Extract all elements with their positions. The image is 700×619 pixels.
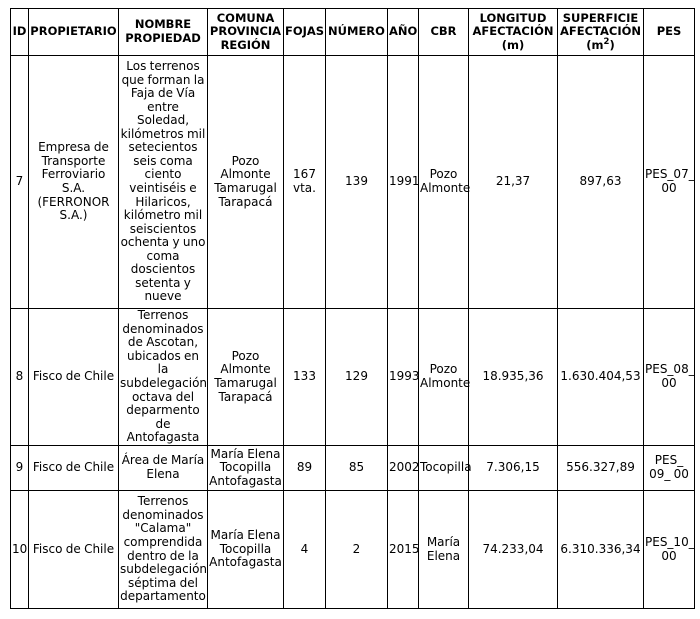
cell-nombre-propiedad: Área de María Elena	[119, 446, 208, 491]
cell-cbr: María Elena	[419, 491, 469, 609]
col-header-propietario: PROPIETARIO	[29, 9, 119, 56]
cell-id: 10	[11, 491, 29, 609]
cell-longitud-afectacion: 74.233,04	[469, 491, 558, 609]
col-header-ano: AÑO	[388, 9, 419, 56]
cell-id: 7	[11, 56, 29, 309]
cell-nombre-propiedad: Terrenos denominados de Ascotan, ubicados en la subdelegación octava del deparmento de Antofagasta	[120, 308, 208, 445]
superscript-2: 2	[603, 36, 610, 47]
cell-ano: 1993	[388, 309, 419, 446]
cell-nombre-propiedad: Los terrenos que forman la Faja de Vía entre Soledad, kilómetros mil setecientos seis coma ciento veintiséis e Hilaricos, kilómetro mil seiscientos ochenta y uno coma doscientos setenta y nueve	[119, 56, 208, 309]
table-row	[11, 491, 695, 609]
cell-longitud-afectacion: 7.306,15	[469, 446, 558, 491]
cell-superficie-afectacion: 6.310.336,34	[558, 491, 644, 609]
col-header-nombre-propiedad: NOMBRE PROPIEDAD	[119, 9, 208, 56]
table-row	[11, 309, 695, 446]
header-text: )	[609, 37, 615, 52]
cell-cbr: Tocopilla	[419, 446, 469, 491]
cell-comuna-provincia-region: María Elena Tocopilla Antofagasta	[208, 491, 284, 609]
col-header-fojas: FOJAS	[284, 9, 326, 56]
cell-comuna-provincia-region: Pozo Almonte Tamarugal Tarapacá	[208, 56, 284, 309]
cell-numero: 85	[326, 446, 388, 491]
cell-comuna-provincia-region: María Elena Tocopilla Antofagasta	[208, 446, 284, 491]
table-row	[11, 56, 695, 309]
afectacion-table	[10, 8, 695, 609]
cell-propietario: Empresa de Transporte Ferroviario S.A. (FERRONOR S.A.)	[29, 56, 119, 309]
cell-pes: PES_08_ 00	[644, 309, 695, 446]
cell-superficie-afectacion: 1.630.404,53	[558, 309, 644, 446]
cell-longitud-afectacion: 21,37	[469, 56, 558, 309]
col-header-pes: PES	[644, 9, 695, 56]
cell-propietario: Fisco de Chile	[29, 446, 119, 491]
col-header-superficie-afectacion	[558, 9, 644, 56]
cell-fojas: 4	[284, 491, 326, 609]
cell-fojas: 167 vta.	[284, 56, 326, 309]
cell-cbr: Pozo Almonte	[419, 56, 469, 309]
cell-pes: PES_07_ 00	[644, 56, 695, 309]
col-header-cbr: CBR	[419, 9, 469, 56]
cell-id: 9	[11, 446, 29, 491]
table-row	[11, 446, 695, 491]
col-header-comuna-provincia-region: COMUNA PROVINCIA REGIÓN	[208, 9, 284, 56]
cell-comuna-provincia-region: Pozo Almonte Tamarugal Tarapacá	[208, 309, 284, 446]
cell-numero: 139	[326, 56, 388, 309]
cell-ano: 2015	[388, 491, 419, 609]
col-header-longitud-afectacion: LONGITUD AFECTACIÓN (m)	[469, 9, 558, 56]
cell-longitud-afectacion: 18.935,36	[469, 309, 558, 446]
cell-pes: PES_ 09_ 00	[644, 446, 695, 491]
header-row	[11, 9, 695, 56]
cell-superficie-afectacion: 897,63	[558, 56, 644, 309]
cell-propietario: Fisco de Chile	[29, 309, 119, 446]
col-header-id: ID	[11, 9, 29, 56]
col-header-numero: NÚMERO	[326, 9, 388, 56]
cell-ano: 1991	[388, 56, 419, 309]
cell-pes: PES_10_ 00	[644, 491, 695, 609]
cell-numero: 2	[326, 491, 388, 609]
cell-superficie-afectacion: 556.327,89	[558, 446, 644, 491]
cell-cbr: Pozo Almonte	[419, 309, 469, 446]
cell-nombre-propiedad: Terrenos denominados "Calama" comprendida dentro de la subdelegación séptima del departamento	[119, 491, 208, 609]
cell-id: 8	[11, 309, 29, 446]
header-text: SUPERFICIE AFECTACIÓN (m	[559, 10, 642, 52]
cell-propietario: Fisco de Chile	[29, 491, 119, 609]
cell-numero: 129	[326, 309, 388, 446]
cell-fojas: 133	[284, 309, 326, 446]
cell-ano: 2002	[388, 446, 419, 491]
cell-fojas: 89	[284, 446, 326, 491]
